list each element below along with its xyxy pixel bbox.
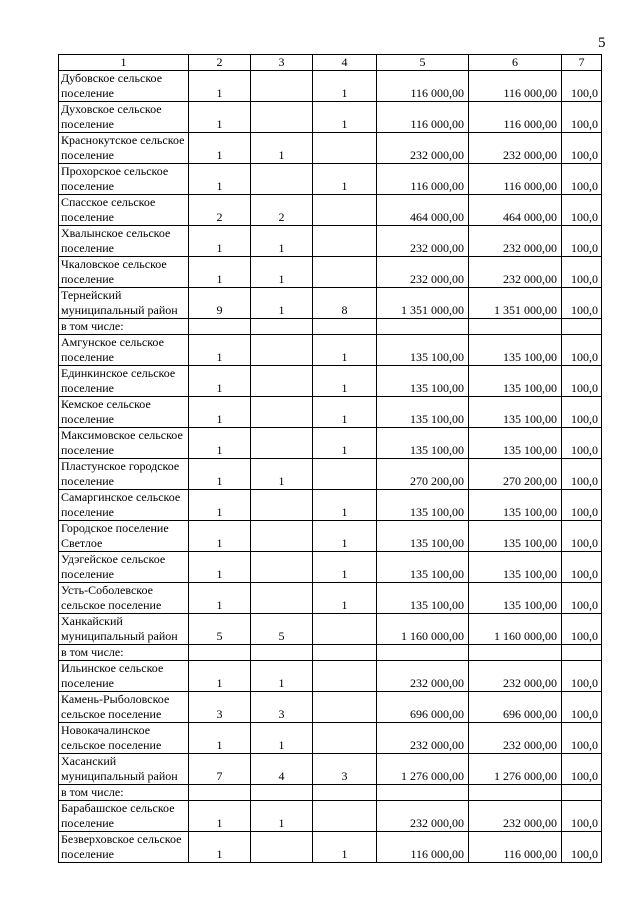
row-col4-cell: [313, 645, 377, 661]
row-col2-cell: 1: [189, 490, 251, 521]
table-row: [59, 785, 602, 801]
row-col7-cell: 100,0: [562, 723, 602, 754]
row-col5-cell: 232 000,00: [377, 133, 469, 164]
row-col2-cell: 1: [189, 832, 251, 863]
row-col7-cell: 100,0: [562, 521, 602, 552]
table-row: [59, 195, 602, 226]
table-row: [59, 319, 602, 335]
row-col4-cell: [313, 614, 377, 645]
row-col3-cell: [251, 366, 313, 397]
row-col4-cell: [313, 661, 377, 692]
page-number: 5: [598, 35, 606, 51]
row-col5-cell: [377, 319, 469, 335]
row-col6-cell: 116 000,00: [469, 832, 562, 863]
table-row: [59, 428, 602, 459]
row-col4-cell: [313, 785, 377, 801]
row-col6-cell: 116 000,00: [469, 71, 562, 102]
row-col4-cell: 1: [313, 552, 377, 583]
row-name-cell: Самаргинское сельское поселение: [59, 490, 189, 521]
row-col4-cell: 1: [313, 335, 377, 366]
row-col2-cell: 7: [189, 754, 251, 785]
row-name-cell: Краснокутское сельское поселение: [59, 133, 189, 164]
table-row: [59, 226, 602, 257]
row-col2-cell: 3: [189, 692, 251, 723]
row-col2-cell: 1: [189, 583, 251, 614]
row-col5-cell: 1 160 000,00: [377, 614, 469, 645]
row-col7-cell: 100,0: [562, 692, 602, 723]
row-col3-cell: [251, 71, 313, 102]
row-col4-cell: [313, 257, 377, 288]
row-col2-cell: 1: [189, 552, 251, 583]
row-col5-cell: 464 000,00: [377, 195, 469, 226]
row-col6-cell: 232 000,00: [469, 133, 562, 164]
row-col6-cell: 232 000,00: [469, 801, 562, 832]
row-col6-cell: 135 100,00: [469, 428, 562, 459]
row-col2-cell: 1: [189, 335, 251, 366]
row-col3-cell: [251, 785, 313, 801]
table-body: [59, 71, 602, 863]
column-header: 4: [313, 55, 377, 71]
row-col5-cell: 116 000,00: [377, 832, 469, 863]
table-row: [59, 754, 602, 785]
row-col2-cell: 1: [189, 102, 251, 133]
row-col4-cell: 1: [313, 521, 377, 552]
row-col5-cell: 135 100,00: [377, 583, 469, 614]
row-name-cell: Удэгейское сельское поселение: [59, 552, 189, 583]
row-col3-cell: [251, 428, 313, 459]
table-row: [59, 164, 602, 195]
row-col2-cell: 1: [189, 133, 251, 164]
table-row: [59, 723, 602, 754]
row-col6-cell: 116 000,00: [469, 164, 562, 195]
row-col2-cell: 1: [189, 397, 251, 428]
table-row: [59, 583, 602, 614]
row-col5-cell: 135 100,00: [377, 397, 469, 428]
row-col4-cell: 3: [313, 754, 377, 785]
row-name-cell: Камень-Рыболовское сельское поселение: [59, 692, 189, 723]
row-col5-cell: 116 000,00: [377, 102, 469, 133]
row-col5-cell: 135 100,00: [377, 552, 469, 583]
header-row: [59, 55, 602, 71]
row-col2-cell: 1: [189, 723, 251, 754]
column-header: 6: [469, 55, 562, 71]
row-col3-cell: 3: [251, 692, 313, 723]
row-col5-cell: 1 351 000,00: [377, 288, 469, 319]
row-col4-cell: 8: [313, 288, 377, 319]
row-name-cell: Прохорское сельское поселение: [59, 164, 189, 195]
row-col7-cell: 100,0: [562, 71, 602, 102]
row-col7-cell: 100,0: [562, 226, 602, 257]
row-col4-cell: [313, 723, 377, 754]
row-col4-cell: 1: [313, 397, 377, 428]
table-row: [59, 552, 602, 583]
row-col5-cell: [377, 785, 469, 801]
row-col6-cell: 696 000,00: [469, 692, 562, 723]
row-col3-cell: 1: [251, 661, 313, 692]
row-name-cell: Новокачалинское сельское поселение: [59, 723, 189, 754]
row-name-cell: Хасанский муниципальный район: [59, 754, 189, 785]
row-col2-cell: 1: [189, 164, 251, 195]
row-col4-cell: [313, 195, 377, 226]
column-header: 3: [251, 55, 313, 71]
row-name-cell: Барабашское сельское поселение: [59, 801, 189, 832]
row-col3-cell: [251, 583, 313, 614]
row-col3-cell: [251, 319, 313, 335]
row-col2-cell: 1: [189, 459, 251, 490]
table-row: [59, 645, 602, 661]
column-header: 5: [377, 55, 469, 71]
row-col5-cell: 232 000,00: [377, 801, 469, 832]
row-col4-cell: 1: [313, 583, 377, 614]
row-name-cell: Пластунское городское поселение: [59, 459, 189, 490]
row-col7-cell: 100,0: [562, 195, 602, 226]
row-col4-cell: [313, 459, 377, 490]
row-name-cell: Чкаловское сельское поселение: [59, 257, 189, 288]
row-col5-cell: 1 276 000,00: [377, 754, 469, 785]
row-col3-cell: 1: [251, 801, 313, 832]
table-row: [59, 661, 602, 692]
row-col5-cell: [377, 645, 469, 661]
row-col3-cell: 1: [251, 723, 313, 754]
row-name-cell: в том числе:: [59, 645, 189, 661]
row-col2-cell: 1: [189, 521, 251, 552]
table-row: [59, 335, 602, 366]
row-col3-cell: 2: [251, 195, 313, 226]
row-col5-cell: 232 000,00: [377, 226, 469, 257]
row-col7-cell: 100,0: [562, 133, 602, 164]
row-col2-cell: 5: [189, 614, 251, 645]
row-name-cell: в том числе:: [59, 319, 189, 335]
row-col3-cell: 1: [251, 257, 313, 288]
column-header: 7: [562, 55, 602, 71]
table-row: [59, 257, 602, 288]
row-col2-cell: 1: [189, 226, 251, 257]
row-col4-cell: 1: [313, 428, 377, 459]
row-col7-cell: 100,0: [562, 288, 602, 319]
row-col7-cell: 100,0: [562, 428, 602, 459]
row-name-cell: Безверховское сельское поселение: [59, 832, 189, 863]
table-row: [59, 71, 602, 102]
row-col4-cell: 1: [313, 832, 377, 863]
table-row: [59, 133, 602, 164]
row-col7-cell: 100,0: [562, 459, 602, 490]
row-name-cell: Хвалынское сельское поселение: [59, 226, 189, 257]
row-col6-cell: 1 160 000,00: [469, 614, 562, 645]
table-row: [59, 288, 602, 319]
table-row: [59, 692, 602, 723]
row-name-cell: Единкинское сельское поселение: [59, 366, 189, 397]
row-col6-cell: 232 000,00: [469, 226, 562, 257]
row-col3-cell: [251, 102, 313, 133]
row-col3-cell: [251, 397, 313, 428]
row-name-cell: Духовское сельское поселение: [59, 102, 189, 133]
row-col3-cell: 1: [251, 288, 313, 319]
row-col7-cell: 100,0: [562, 164, 602, 195]
row-col2-cell: 1: [189, 257, 251, 288]
row-name-cell: Дубовское сельское поселение: [59, 71, 189, 102]
row-col6-cell: 232 000,00: [469, 257, 562, 288]
row-col6-cell: 135 100,00: [469, 397, 562, 428]
row-col7-cell: 100,0: [562, 614, 602, 645]
row-col6-cell: 270 200,00: [469, 459, 562, 490]
row-col7-cell: 100,0: [562, 832, 602, 863]
row-col5-cell: 135 100,00: [377, 521, 469, 552]
row-col4-cell: 1: [313, 490, 377, 521]
row-col7-cell: 100,0: [562, 754, 602, 785]
row-col6-cell: 232 000,00: [469, 661, 562, 692]
row-name-cell: Максимовское сельское поселение: [59, 428, 189, 459]
row-col6-cell: 135 100,00: [469, 490, 562, 521]
row-col7-cell: 100,0: [562, 661, 602, 692]
row-name-cell: Амгунское сельское поселение: [59, 335, 189, 366]
table-row: [59, 801, 602, 832]
row-col7-cell: 100,0: [562, 102, 602, 133]
row-col2-cell: 1: [189, 428, 251, 459]
table-row: [59, 397, 602, 428]
row-col7-cell: 100,0: [562, 335, 602, 366]
data-table: [58, 54, 602, 863]
row-col6-cell: [469, 319, 562, 335]
row-col4-cell: [313, 226, 377, 257]
row-col5-cell: 135 100,00: [377, 366, 469, 397]
row-col5-cell: 696 000,00: [377, 692, 469, 723]
table-row: [59, 490, 602, 521]
table-row: [59, 521, 602, 552]
row-col7-cell: 100,0: [562, 552, 602, 583]
table-row: [59, 102, 602, 133]
row-col7-cell: [562, 785, 602, 801]
row-col2-cell: 9: [189, 288, 251, 319]
row-col6-cell: 1 351 000,00: [469, 288, 562, 319]
row-col4-cell: [313, 801, 377, 832]
row-col7-cell: 100,0: [562, 397, 602, 428]
row-col5-cell: 116 000,00: [377, 71, 469, 102]
row-name-cell: Кемское сельское поселение: [59, 397, 189, 428]
row-col6-cell: 135 100,00: [469, 583, 562, 614]
row-col4-cell: 1: [313, 71, 377, 102]
row-col3-cell: 4: [251, 754, 313, 785]
row-col7-cell: 100,0: [562, 257, 602, 288]
row-col5-cell: 232 000,00: [377, 723, 469, 754]
row-col7-cell: [562, 319, 602, 335]
row-col7-cell: 100,0: [562, 366, 602, 397]
row-col7-cell: [562, 645, 602, 661]
row-col2-cell: 1: [189, 366, 251, 397]
row-col7-cell: 100,0: [562, 583, 602, 614]
row-col6-cell: 135 100,00: [469, 335, 562, 366]
row-col5-cell: 270 200,00: [377, 459, 469, 490]
row-col5-cell: 232 000,00: [377, 661, 469, 692]
row-col6-cell: 116 000,00: [469, 102, 562, 133]
row-col2-cell: [189, 645, 251, 661]
row-col4-cell: [313, 133, 377, 164]
row-name-cell: в том числе:: [59, 785, 189, 801]
row-col3-cell: [251, 552, 313, 583]
row-col3-cell: [251, 335, 313, 366]
row-col2-cell: 2: [189, 195, 251, 226]
row-col2-cell: 1: [189, 71, 251, 102]
column-header: 2: [189, 55, 251, 71]
row-name-cell: Тернейский муниципальный район: [59, 288, 189, 319]
row-col3-cell: [251, 490, 313, 521]
table-row: [59, 832, 602, 863]
row-col2-cell: 1: [189, 801, 251, 832]
row-col3-cell: 1: [251, 459, 313, 490]
row-col4-cell: [313, 319, 377, 335]
row-col3-cell: [251, 521, 313, 552]
row-col3-cell: 1: [251, 133, 313, 164]
row-col6-cell: 464 000,00: [469, 195, 562, 226]
row-col4-cell: 1: [313, 366, 377, 397]
row-name-cell: Городское поселение Светлое: [59, 521, 189, 552]
row-col6-cell: 135 100,00: [469, 521, 562, 552]
row-col6-cell: [469, 785, 562, 801]
row-col5-cell: 232 000,00: [377, 257, 469, 288]
table-row: [59, 459, 602, 490]
table-row: [59, 366, 602, 397]
row-col4-cell: 1: [313, 102, 377, 133]
row-col5-cell: 135 100,00: [377, 490, 469, 521]
row-col6-cell: [469, 645, 562, 661]
row-name-cell: Ханкайский муниципальный район: [59, 614, 189, 645]
row-col3-cell: [251, 645, 313, 661]
row-col6-cell: 135 100,00: [469, 552, 562, 583]
row-name-cell: Усть-Соболевское сельское поселение: [59, 583, 189, 614]
row-col5-cell: 116 000,00: [377, 164, 469, 195]
row-col4-cell: [313, 692, 377, 723]
row-col4-cell: 1: [313, 164, 377, 195]
table-row: [59, 614, 602, 645]
row-col3-cell: 1: [251, 226, 313, 257]
row-col3-cell: [251, 164, 313, 195]
column-header: 1: [59, 55, 189, 71]
row-col6-cell: 232 000,00: [469, 723, 562, 754]
row-col3-cell: [251, 832, 313, 863]
row-col5-cell: 135 100,00: [377, 428, 469, 459]
row-name-cell: Спасское сельское поселение: [59, 195, 189, 226]
row-col2-cell: [189, 785, 251, 801]
row-col5-cell: 135 100,00: [377, 335, 469, 366]
row-col7-cell: 100,0: [562, 490, 602, 521]
row-col2-cell: 1: [189, 661, 251, 692]
row-col2-cell: [189, 319, 251, 335]
row-col7-cell: 100,0: [562, 801, 602, 832]
row-name-cell: Ильинское сельское поселение: [59, 661, 189, 692]
row-col6-cell: 135 100,00: [469, 366, 562, 397]
row-col6-cell: 1 276 000,00: [469, 754, 562, 785]
row-col3-cell: 5: [251, 614, 313, 645]
